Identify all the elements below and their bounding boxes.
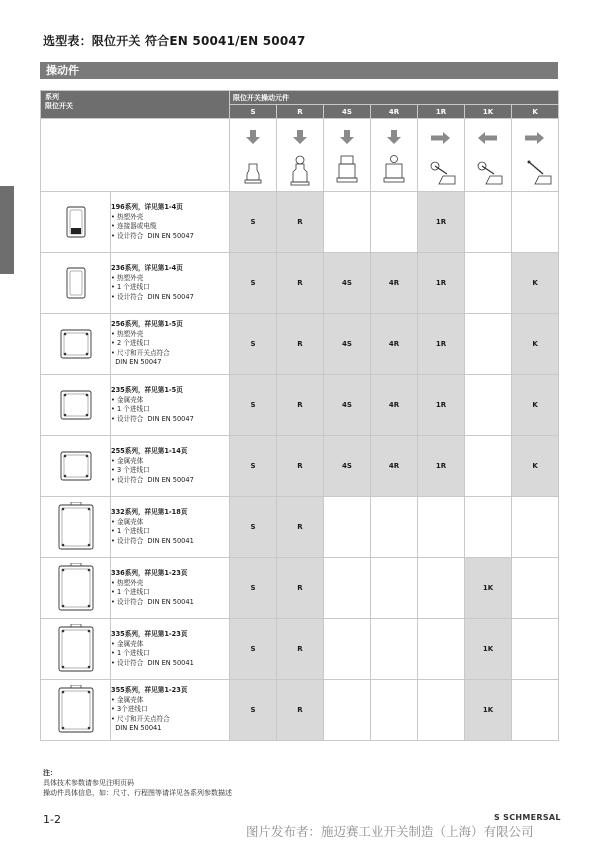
availability-cell-1k — [465, 497, 512, 558]
series-feature: • 1 个进线口 — [111, 527, 150, 535]
availability-cell-4r: 4R — [371, 375, 418, 436]
availability-cell-k — [512, 497, 559, 558]
limit-switch-drawing-icon — [54, 441, 98, 491]
series-feature: • 金属壳体 — [111, 395, 144, 404]
series-title: 255系列，祥见第1-14页 — [111, 447, 188, 455]
arrow-right-lever-icon — [515, 122, 555, 188]
availability-cell-s: S — [230, 253, 277, 314]
table-row — [41, 314, 559, 375]
table-row — [41, 619, 559, 680]
series-feature: • 连接器或电缆 — [111, 222, 157, 230]
availability-cell-1k: 1K — [465, 680, 512, 741]
series-description — [111, 436, 230, 497]
series-feature: • 金属壳体 — [111, 639, 144, 648]
series-feature: • 3个进线口 — [111, 705, 148, 714]
availability-cell-r: R — [277, 680, 324, 741]
availability-cell-4s: 4S — [324, 375, 371, 436]
code-header-k: K — [512, 105, 559, 119]
availability-cell-4r: 4R — [371, 314, 418, 375]
series-feature: • 尺寸和开关点符合 — [111, 714, 170, 723]
availability-cell-4r — [371, 680, 418, 741]
series-feature: • 设计符合 DIN EN 50047 — [111, 475, 194, 484]
series-description — [111, 619, 230, 680]
switch-image-cell — [41, 619, 111, 680]
availability-cell-4r — [371, 192, 418, 253]
code-header-r: R — [277, 105, 324, 119]
series-title: 336系列，祥见第1-23页 — [111, 569, 188, 577]
series-description — [111, 680, 230, 741]
availability-cell-1k: 1K — [465, 619, 512, 680]
availability-cell-r: R — [277, 314, 324, 375]
series-feature: • 1 个进线口 — [111, 649, 150, 657]
availability-cell-r: R — [277, 436, 324, 497]
availability-cell-4s: 4S — [324, 314, 371, 375]
series-feature: • 金属壳体 — [111, 695, 144, 704]
arrow-down-roller-plunger-icon — [280, 122, 320, 188]
series-feature: • 设计符合 DIN EN 50041 — [111, 658, 194, 667]
availability-cell-k — [512, 680, 559, 741]
availability-cell-s: S — [230, 375, 277, 436]
code-header-4r: 4R — [371, 105, 418, 119]
series-feature: • 1 个进线口 — [111, 405, 150, 413]
availability-cell-s: S — [230, 436, 277, 497]
availability-cell-r: R — [277, 619, 324, 680]
selection-table — [40, 90, 559, 741]
arrow-down-roller-plunger-4s-icon — [327, 122, 367, 188]
availability-cell-4s — [324, 497, 371, 558]
series-title: 256系列，祥见第1-5页 — [111, 320, 183, 329]
actuator-icon-cell-s — [230, 119, 277, 192]
availability-cell-s: S — [230, 680, 277, 741]
series-description — [111, 192, 230, 253]
availability-cell-1k — [465, 314, 512, 375]
actuator-icon-cell-4s — [324, 119, 371, 192]
availability-cell-1r — [418, 558, 465, 619]
series-description — [111, 497, 230, 558]
page-title: 选型表：限位开关 符合EN 50041/EN 50047 — [43, 34, 306, 48]
availability-cell-s: S — [230, 314, 277, 375]
switch-image-cell — [41, 314, 111, 375]
availability-cell-s: S — [230, 497, 277, 558]
actuator-icon-cell-1k — [465, 119, 512, 192]
availability-cell-1k — [465, 253, 512, 314]
table-row — [41, 436, 559, 497]
header-row-1 — [41, 91, 559, 105]
side-tab — [0, 186, 14, 274]
availability-cell-4r: 4R — [371, 436, 418, 497]
availability-cell-4r — [371, 558, 418, 619]
table-row — [41, 375, 559, 436]
availability-cell-s: S — [230, 558, 277, 619]
arrow-left-roller-lever-icon — [468, 122, 508, 188]
availability-cell-k — [512, 619, 559, 680]
table-row — [41, 680, 559, 741]
series-description — [111, 558, 230, 619]
series-feature: DIN EN 50041 — [111, 724, 162, 733]
availability-cell-1r: 1R — [418, 253, 465, 314]
series-feature: • 1 个进线口 — [111, 588, 150, 596]
limit-switch-drawing-icon — [54, 197, 98, 247]
series-title: 236系列，详见第1-4页 — [111, 264, 183, 272]
table-row — [41, 192, 559, 253]
series-feature: • 热塑外壳 — [111, 212, 144, 221]
availability-cell-1k — [465, 192, 512, 253]
availability-cell-4r — [371, 619, 418, 680]
switch-image-cell — [41, 375, 111, 436]
availability-cell-s: S — [230, 619, 277, 680]
availability-cell-4s — [324, 192, 371, 253]
series-feature: • 设计符合 DIN EN 50047 — [111, 292, 194, 301]
series-feature: • 设计符合 DIN EN 50047 — [111, 231, 194, 240]
series-title: 196系列，详见第1-4页 — [111, 203, 183, 211]
actuator-header: 限位开关操动元件 — [230, 91, 559, 105]
availability-cell-1r — [418, 619, 465, 680]
actuator-icon-cell-1r — [418, 119, 465, 192]
availability-cell-4s: 4S — [324, 436, 371, 497]
series-feature: • 1 个进线口 — [111, 283, 150, 291]
availability-cell-k — [512, 192, 559, 253]
notes-line-1: 具体技术参数请参见注明页码 — [43, 779, 134, 787]
series-feature: • 设计符合 DIN EN 50047 — [111, 414, 194, 423]
availability-cell-k: K — [512, 375, 559, 436]
availability-cell-r: R — [277, 558, 324, 619]
actuator-icon-row — [41, 119, 559, 192]
availability-cell-1r — [418, 497, 465, 558]
availability-cell-4s — [324, 619, 371, 680]
availability-cell-1k — [465, 375, 512, 436]
series-feature: DIN EN 50047 — [111, 358, 162, 367]
limit-switch-drawing-icon — [54, 258, 98, 308]
page-number: 1-2 — [43, 813, 61, 826]
switch-image-cell — [41, 680, 111, 741]
limit-switch-drawing-icon — [54, 624, 98, 674]
series-header-line1: 系列 — [45, 93, 59, 101]
availability-cell-1r: 1R — [418, 314, 465, 375]
series-feature: • 2 个进线口 — [111, 339, 150, 348]
availability-cell-k: K — [512, 314, 559, 375]
series-feature: • 尺寸和开关点符合 — [111, 348, 170, 357]
actuator-icon-cell-r — [277, 119, 324, 192]
schmersal-logo: S SCHMERSAL — [494, 813, 561, 822]
availability-cell-r: R — [277, 192, 324, 253]
availability-cell-1r: 1R — [418, 375, 465, 436]
availability-cell-4s — [324, 558, 371, 619]
code-header-s: S — [230, 105, 277, 119]
availability-cell-1k: 1K — [465, 558, 512, 619]
series-description — [111, 253, 230, 314]
series-feature: • 设计符合 DIN EN 50041 — [111, 536, 194, 545]
availability-cell-1k — [465, 436, 512, 497]
switch-image-cell — [41, 253, 111, 314]
code-header-4s: 4S — [324, 105, 371, 119]
notes-line-2: 操动件具体信息，如：尺寸、行程图等请详见各系列参数描述 — [43, 789, 232, 797]
limit-switch-drawing-icon — [54, 563, 98, 613]
series-title: 335系列，祥见第1-23页 — [111, 630, 188, 638]
arrow-down-plunger-icon — [233, 122, 273, 188]
code-header-1r: 1R — [418, 105, 465, 119]
availability-cell-4s — [324, 680, 371, 741]
actuator-icon-cell-k — [512, 119, 559, 192]
availability-cell-4r — [371, 497, 418, 558]
section-bar: 操动件 — [40, 62, 558, 79]
series-header — [41, 91, 230, 119]
series-title: 235系列，祥见第1-5页 — [111, 386, 183, 394]
availability-cell-4r: 4R — [371, 253, 418, 314]
series-feature: • 金属壳体 — [111, 456, 144, 465]
switch-image-cell — [41, 436, 111, 497]
series-description — [111, 314, 230, 375]
availability-cell-k: K — [512, 253, 559, 314]
table-row — [41, 558, 559, 619]
arrow-down-roller-plunger-4r-icon — [374, 122, 414, 188]
availability-cell-s: S — [230, 192, 277, 253]
limit-switch-drawing-icon — [54, 380, 98, 430]
limit-switch-drawing-icon — [54, 685, 98, 735]
limit-switch-drawing-icon — [54, 319, 98, 369]
switch-image-cell — [41, 558, 111, 619]
arrow-right-roller-lever-icon — [421, 122, 461, 188]
series-feature: • 设计符合 DIN EN 50041 — [111, 597, 194, 606]
series-feature: • 热塑外壳 — [111, 273, 144, 282]
series-feature: • 3 个进线口 — [111, 466, 150, 474]
series-title: 332系列，祥见第1-18页 — [111, 508, 188, 516]
availability-cell-k: K — [512, 436, 559, 497]
switch-image-cell — [41, 497, 111, 558]
availability-cell-1r: 1R — [418, 436, 465, 497]
availability-cell-k — [512, 558, 559, 619]
table-row — [41, 253, 559, 314]
series-title: 355系列，祥见第1-23页 — [111, 686, 188, 695]
availability-cell-r: R — [277, 497, 324, 558]
series-feature: • 热塑外壳 — [111, 578, 144, 587]
series-header-line2: 限位开关 — [45, 102, 73, 110]
series-feature: • 热塑外壳 — [111, 329, 144, 338]
series-description — [111, 375, 230, 436]
switch-image-cell — [41, 192, 111, 253]
notes-heading: 注： — [43, 769, 57, 777]
limit-switch-drawing-icon — [54, 502, 98, 552]
availability-cell-4s: 4S — [324, 253, 371, 314]
actuator-icon-cell-4r — [371, 119, 418, 192]
watermark: 图片发布者：施迈赛工业开关制造（上海）有限公司 — [246, 824, 534, 839]
availability-cell-r: R — [277, 375, 324, 436]
series-feature: • 金属壳体 — [111, 517, 144, 526]
availability-cell-1r — [418, 680, 465, 741]
code-header-1k: 1K — [465, 105, 512, 119]
table-row — [41, 497, 559, 558]
notes — [43, 768, 232, 798]
icon-row-blank — [41, 119, 230, 192]
availability-cell-1r: 1R — [418, 192, 465, 253]
availability-cell-r: R — [277, 253, 324, 314]
